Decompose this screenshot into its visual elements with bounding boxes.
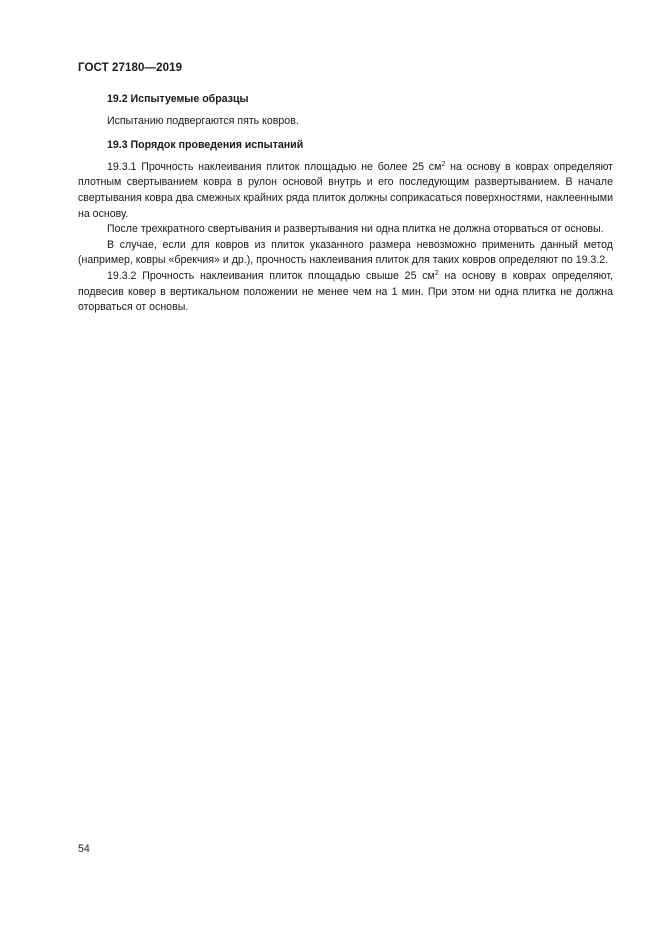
paragraph-19-3-1-start: 19.3.1 Прочность наклеивания плиток площадью не более 25 см [107, 160, 442, 173]
paragraph-19-3-2-start: 19.3.2 Прочность наклеивания плиток площадью свыше 25 см [107, 269, 435, 282]
paragraph-19-3-1-rest: на основу в коврах определяют плотным свертыванием ковра в рулон основой внутрь и его последующим развертыванием. В начале свертывания ковра два смежных крайних ряда плиток должны соприкасаться поверхностями, наклеенными на основу. [78, 160, 614, 220]
paragraph-19-3-2-rest: на основу в коврах определяют, подвесив ковер в вертикальном положении не менее чем на 1 мин. При этом ни одна плитка не должна оторваться от основы. [78, 269, 613, 314]
paragraph-19-3-2 [78, 269, 613, 316]
document-header: ГОСТ 27180—2019 [78, 62, 183, 74]
page-number: 54 [78, 843, 90, 855]
paragraph-19-3-1 [78, 160, 613, 222]
paragraph-special-case: В случае, если для ковров из плиток указанного размера невозможно применить данный метод (например, ковры «брекчия» и др.), прочность наклеивания плиток для таких ковров определяют по 19.3.2. [78, 238, 613, 267]
superscript-2: 2 [441, 160, 446, 168]
section-19-2-title: 19.2 Испытуемые образцы [107, 93, 249, 105]
document-body [78, 92, 613, 316]
superscript-2: 2 [434, 269, 439, 277]
section-19-2-text: Испытанию подвергаются пять ковров. [107, 114, 299, 127]
section-19-3-title: 19.3 Порядок проведения испытаний [107, 139, 304, 152]
paragraph-after-rolling: После трехкратного свертывания и развертывания ни одна плитка не должна оторваться от основы. [107, 223, 604, 236]
